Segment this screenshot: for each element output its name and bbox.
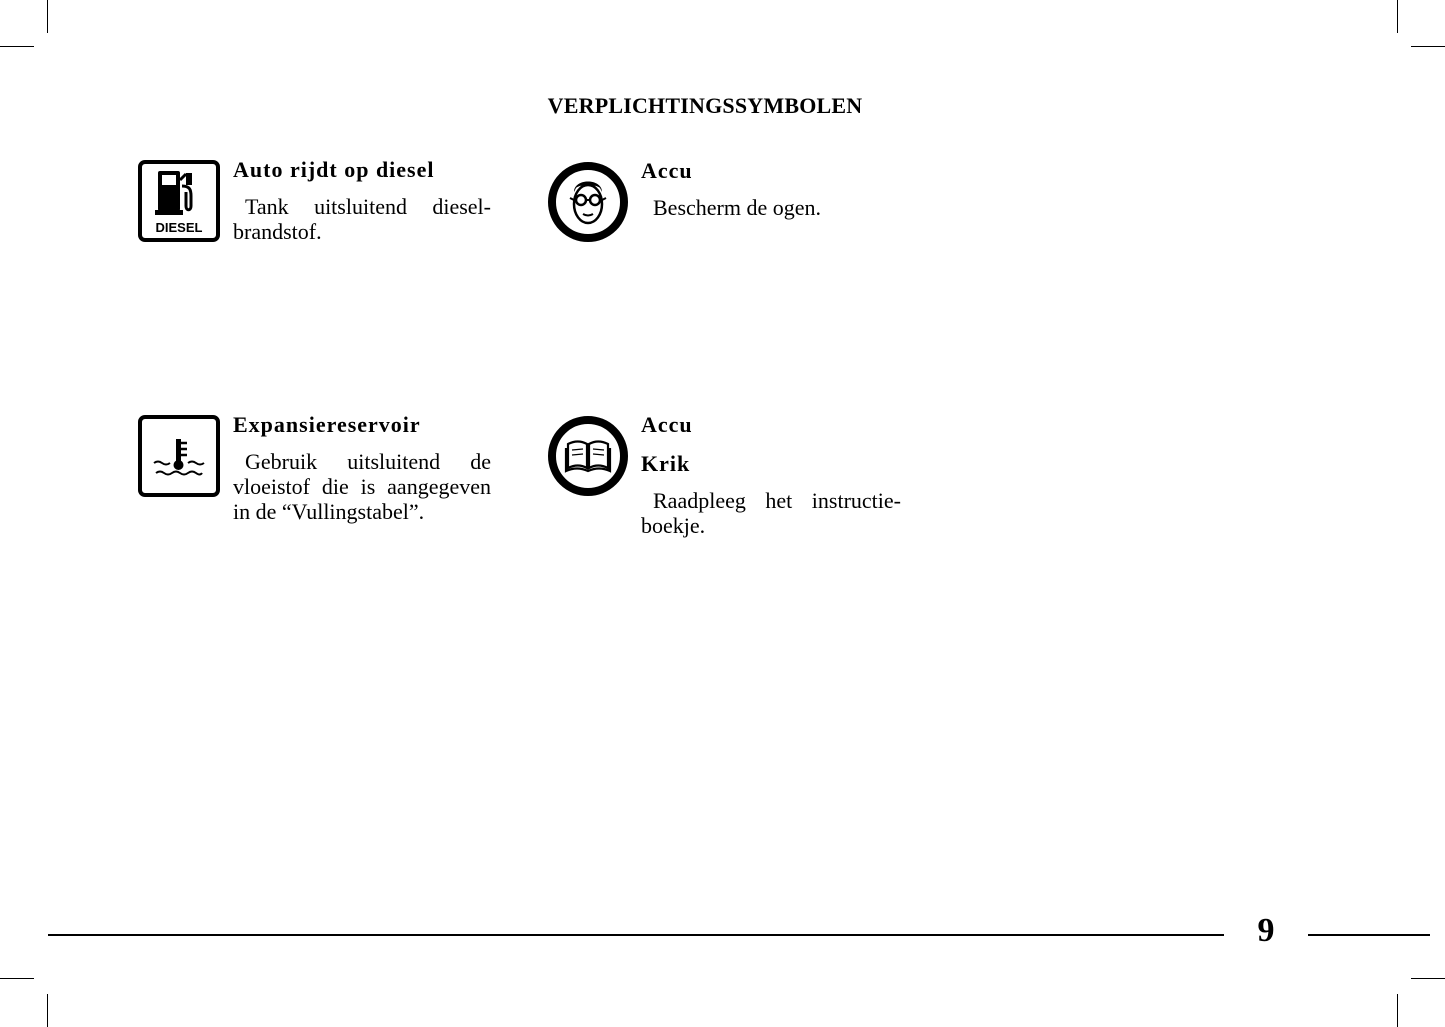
crop-mark: [0, 978, 34, 979]
footer-rule-left: [48, 934, 1224, 936]
diesel-icon-caption: DIESEL: [155, 220, 203, 235]
symbol-title: Auto rijdt op diesel: [233, 157, 435, 182]
crop-mark: [47, 0, 48, 33]
symbol-title: Expansiereservoir: [233, 412, 421, 437]
symbol-title: Accu: [641, 412, 693, 437]
symbol-block-accu-goggles: [641, 158, 901, 220]
crop-mark: [1397, 994, 1398, 1027]
crop-mark: [47, 994, 48, 1027]
safety-goggles-face-icon: [548, 162, 628, 242]
symbol-title: Krik: [641, 451, 691, 476]
symbol-text: Tank uitsluitend diesel-brandstof.: [233, 194, 491, 244]
footer-rule-right: [1308, 934, 1430, 936]
symbol-title: Accu: [641, 158, 693, 183]
symbol-text: Gebruik uitsluitend de vloeistof die is aangegeven in de “Vullingstabel”.: [233, 449, 491, 524]
symbol-block-accu-krik: [641, 412, 901, 538]
crop-mark: [0, 46, 34, 47]
crop-mark: [1411, 978, 1445, 979]
page-heading: VERPLICHTINGSSYMBOLEN: [547, 93, 863, 118]
crop-mark: [1397, 0, 1398, 33]
symbol-block-diesel: [233, 157, 491, 244]
diesel-pump-icon: [138, 160, 220, 242]
crop-mark: [1411, 46, 1445, 47]
symbol-text: Bescherm de ogen.: [653, 195, 821, 220]
symbol-text: Raadpleeg het instructie-boekje.: [641, 488, 901, 538]
coolant-thermometer-icon: [138, 415, 220, 497]
instruction-book-icon: [548, 416, 628, 496]
page-number: 9: [1257, 912, 1275, 949]
symbol-block-expansiereservoir: [233, 412, 491, 524]
